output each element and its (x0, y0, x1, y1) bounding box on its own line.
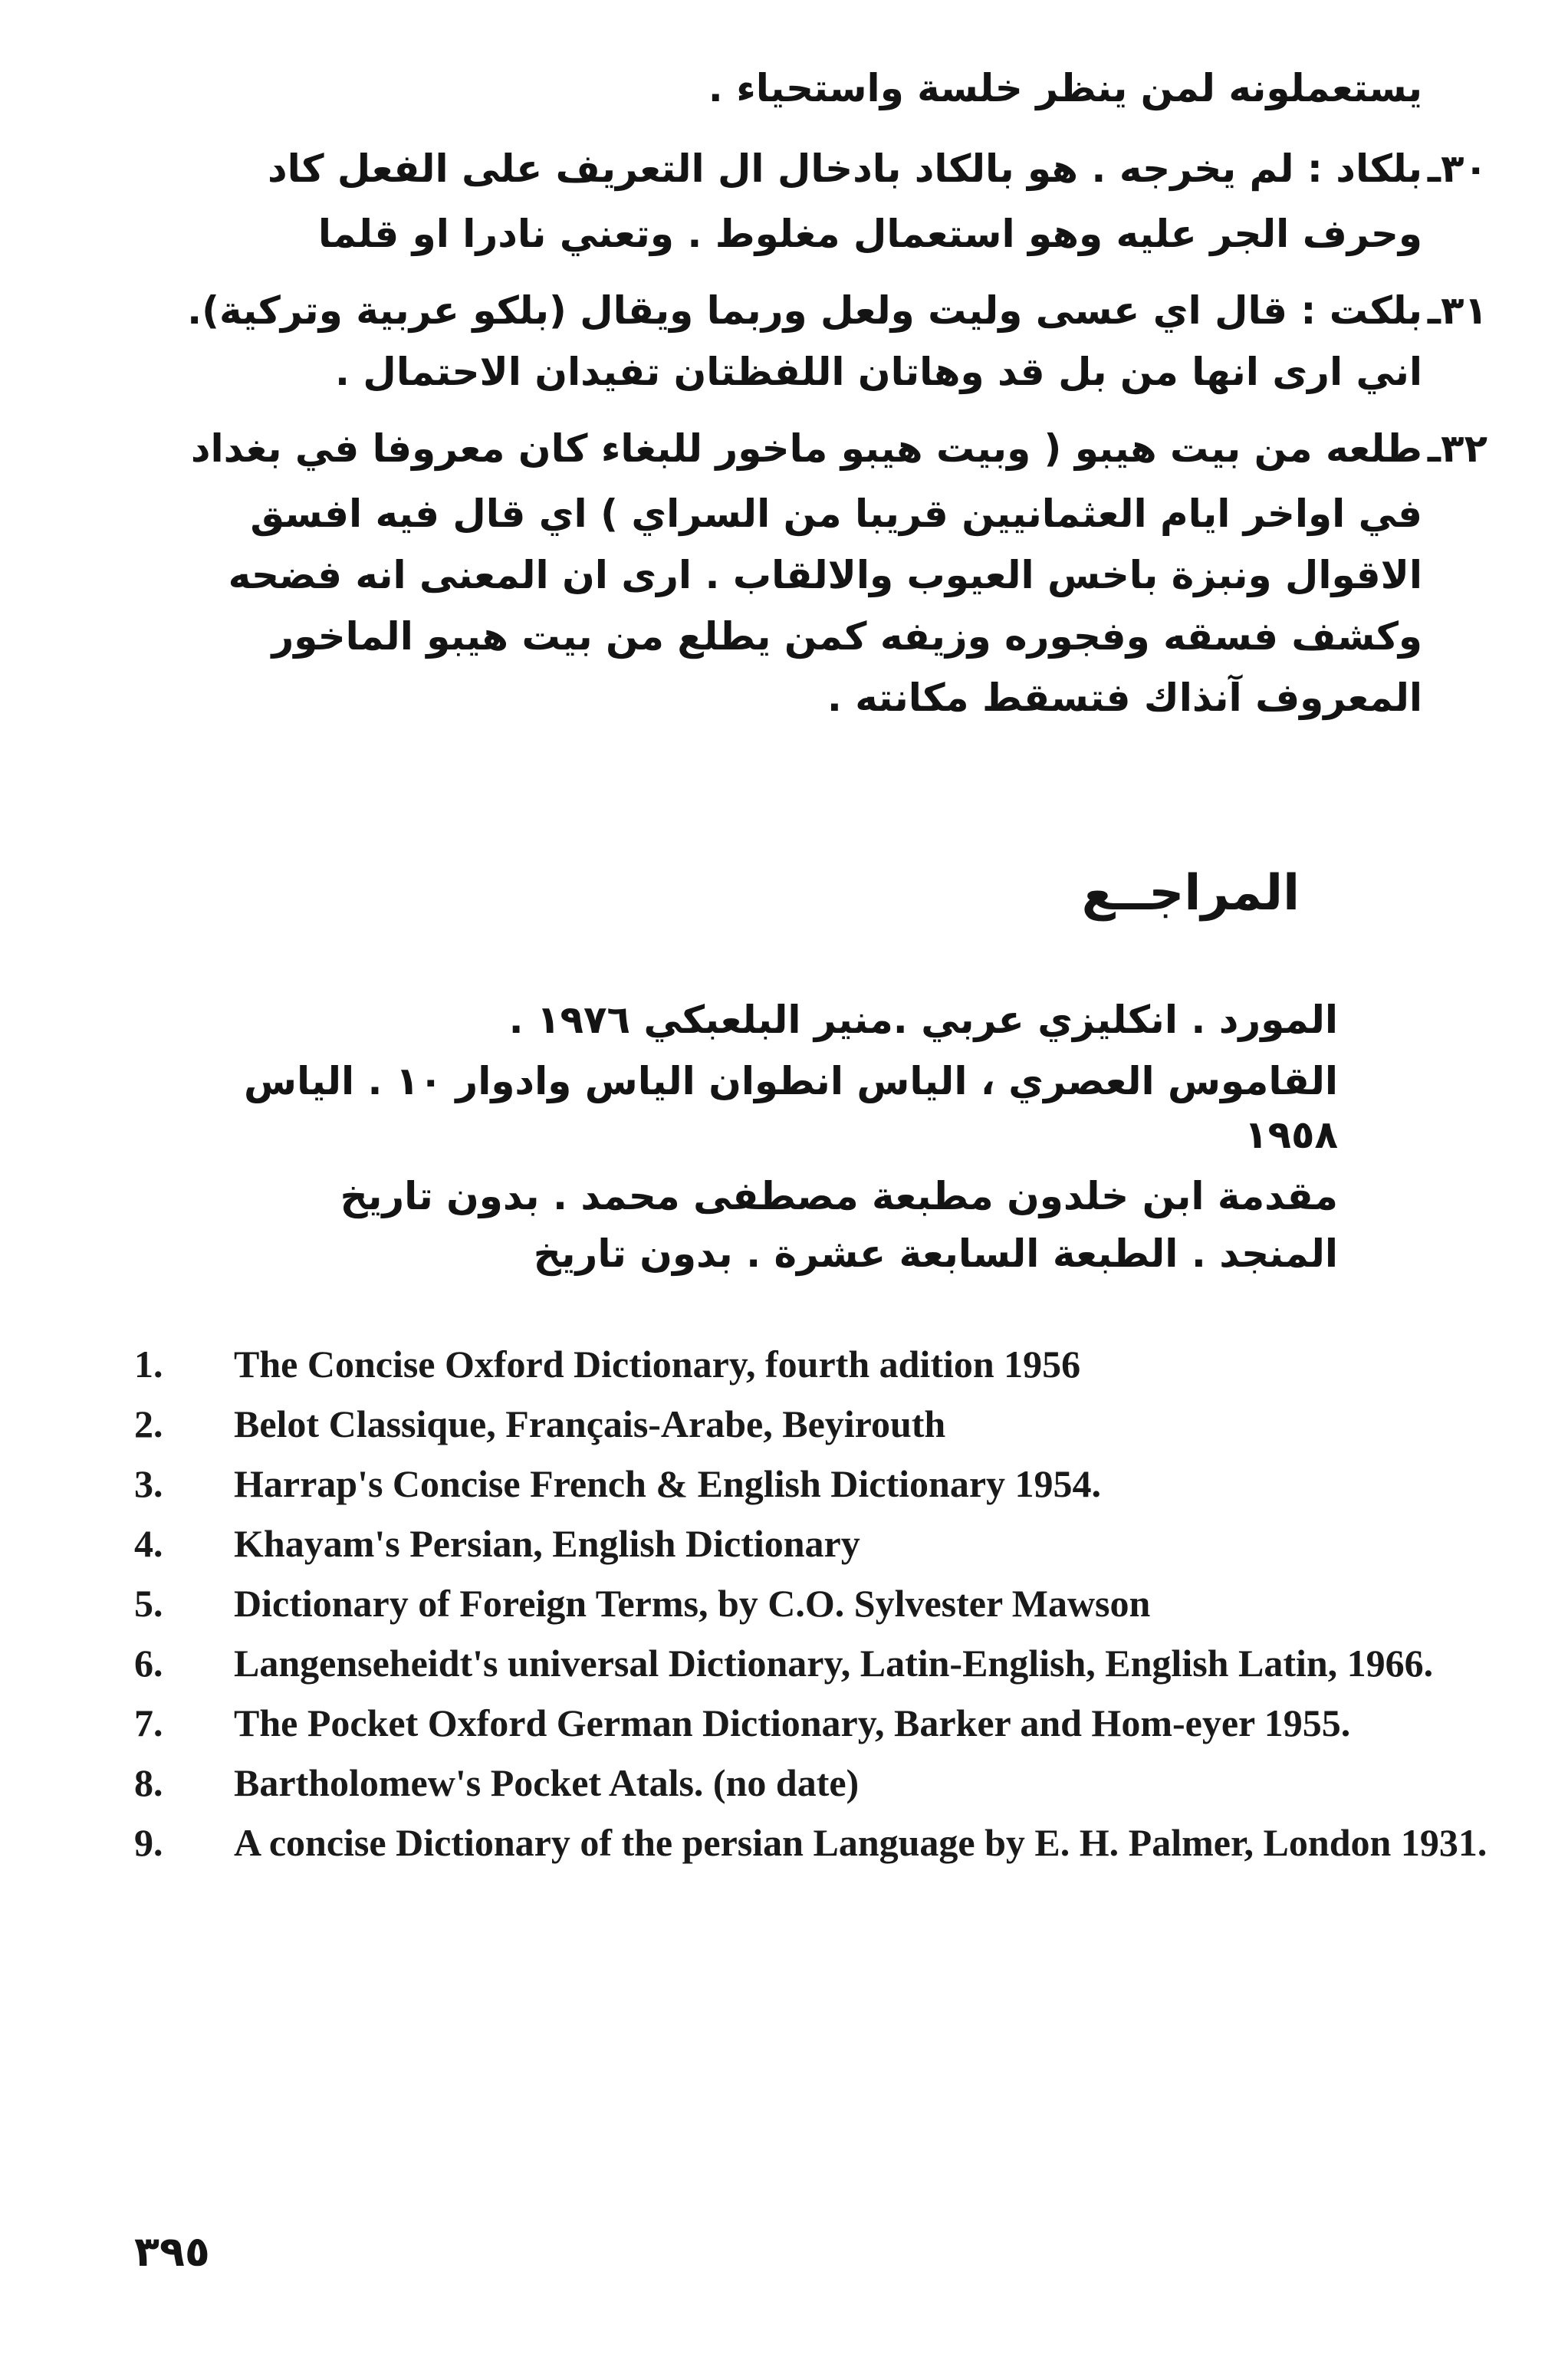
note-31-line-2: اني ارى انها من بل قد وهاتان اللفظتان تفيدان الاحتمال . (335, 350, 1422, 394)
list-item-text: Belot Classique, Français-Arabe, Beyirouth (234, 1402, 946, 1445)
note-32-line-1: طلعه من بيت هيبو ( وبيت هيبو ماخور للبغاء كان معروفا في بغداد (190, 426, 1422, 471)
note-32-line-3: الاقوال ونبزة باخس العيوب والالقاب . ارى ان المعنى انه فضحه (228, 553, 1422, 597)
arabic-reference-1: المورد . انكليزي عربي .منير البلعبكي ١٩٧٦ . (508, 998, 1338, 1042)
arabic-reference-4: المنجد . الطبعة السابعة عشرة . بدون تاريخ (533, 1231, 1338, 1276)
list-item-text: The Concise Oxford Dictionary, fourth adition 1956 (234, 1343, 1081, 1386)
list-item-text: Khayam's Persian, English Dictionary (234, 1522, 860, 1565)
note-32-line-4: وكشف فسقه وفجوره وزيفه كمن يطلع من بيت هيبو الماخور (271, 614, 1422, 659)
list-item (134, 1573, 1507, 1633)
note-continuation-line: يستعملونه لمن ينظر خلسة واستحياء . (708, 66, 1422, 110)
note-number-32: ٣٢ـ (1427, 426, 1487, 471)
list-item-text: Bartholomew's Pocket Atals. (no date) (234, 1761, 860, 1804)
list-item-text: A concise Dictionary of the persian Language by E. H. Palmer, London 1931. (234, 1821, 1487, 1864)
list-item-text: Dictionary of Foreign Terms, by C.O. Sylvester Mawson (234, 1582, 1151, 1625)
list-item (134, 1753, 1507, 1813)
list-item-number: 1. (134, 1343, 163, 1386)
references-heading: المراجــع (1081, 865, 1300, 922)
list-item (134, 1454, 1507, 1514)
arabic-reference-3: مقدمة ابن خلدون مطبعة مصطفى محمد . بدون تاريخ (340, 1174, 1338, 1218)
list-item (134, 1693, 1507, 1753)
note-32-line-2: في اواخر ايام العثمانيين قريبا من السراي ) اي قال فيه افسق (250, 491, 1422, 536)
note-30-line-1: بلكاد : لم يخرجه . هو بالكاد بادخال ال التعريف على الفعل كاد (268, 146, 1422, 191)
arabic-reference-2-continued: ١٩٥٨ (1244, 1113, 1338, 1157)
note-32-line-5: المعروف آنذاك فتسقط مكانته . (827, 676, 1422, 720)
list-item-number: 7. (134, 1701, 163, 1744)
list-item-number: 2. (134, 1402, 163, 1445)
note-31-line-1: بلكت : قال اي عسى وليت ولعل وربما ويقال (بلكو عربية وتركية). (187, 288, 1422, 333)
note-number-30: ٣٠ـ (1427, 146, 1487, 191)
list-item (134, 1813, 1507, 1872)
list-item (134, 1514, 1507, 1573)
list-item-number: 5. (134, 1582, 163, 1625)
list-item (134, 1394, 1507, 1454)
list-item-number: 8. (134, 1761, 163, 1804)
page-number: ٣٩٥ (134, 2227, 210, 2276)
list-item-number: 9. (134, 1821, 163, 1864)
english-references-list (134, 1334, 1507, 1872)
list-item-text: The Pocket Oxford German Dictionary, Barker and Hom-eyer 1955. (234, 1701, 1351, 1744)
list-item-number: 6. (134, 1642, 163, 1685)
arabic-reference-2: القاموس العصري ، الياس انطوان الياس وادوار ١٠ . الياس (244, 1059, 1338, 1103)
list-item-number: 3. (134, 1462, 163, 1505)
list-item-number: 4. (134, 1522, 163, 1565)
note-30-line-2: وحرف الجر عليه وهو استعمال مغلوط . وتعني نادرا او قلما (317, 212, 1422, 256)
list-item (134, 1334, 1507, 1394)
list-item (134, 1633, 1507, 1693)
note-number-31: ٣١ـ (1427, 288, 1487, 333)
list-item-text: Langenseheidt's universal Dictionary, Latin-English, English Latin, 1966. (234, 1642, 1434, 1685)
list-item-text: Harrap's Concise French & English Dictionary 1954. (234, 1462, 1102, 1505)
